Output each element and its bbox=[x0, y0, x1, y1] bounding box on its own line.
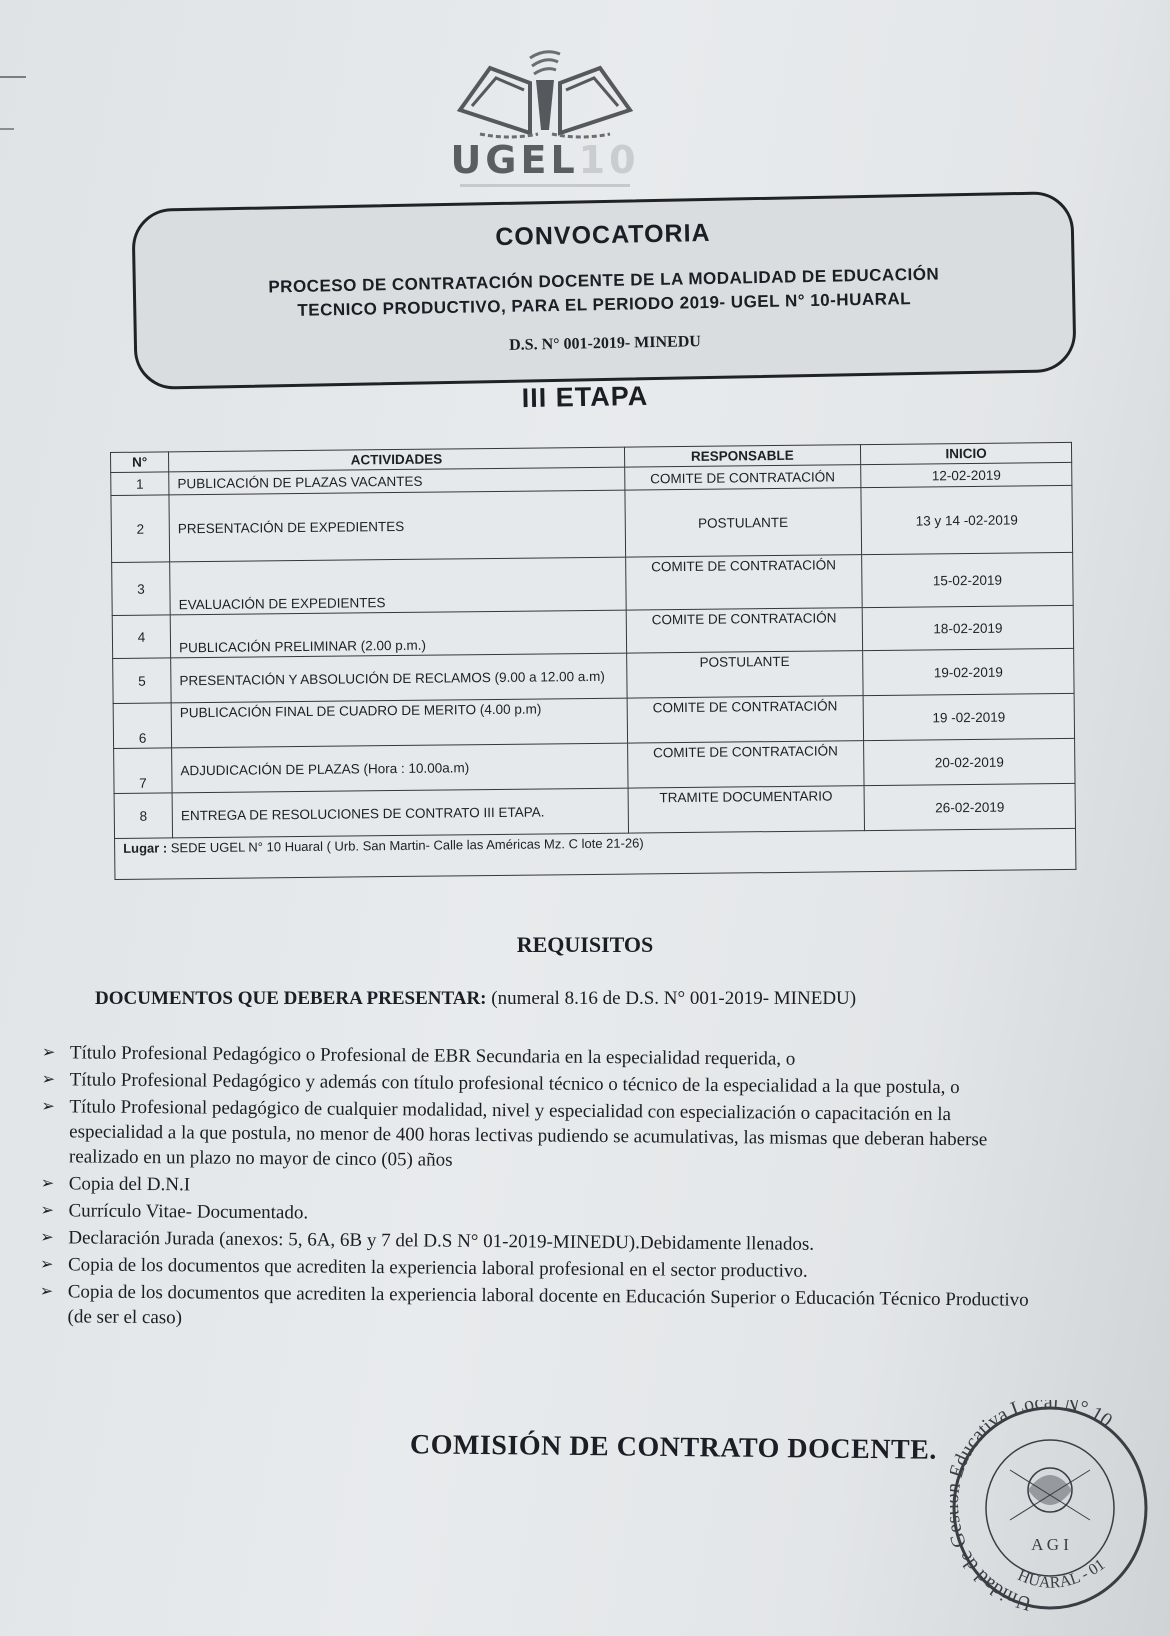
cell-num: 2 bbox=[111, 495, 170, 563]
header-num: N° bbox=[111, 452, 169, 473]
arrow-bullet-icon: ➢ bbox=[41, 1071, 56, 1089]
logo-underline bbox=[460, 184, 630, 187]
arrow-bullet-icon: ➢ bbox=[39, 1256, 54, 1274]
official-seal bbox=[950, 1400, 1150, 1620]
ugel-logo bbox=[450, 38, 640, 188]
cell-responsible: COMITE DE CONTRATACIÓN bbox=[626, 608, 863, 653]
list-item bbox=[27, 1279, 1037, 1338]
arrow-bullet-icon: ➢ bbox=[41, 1044, 56, 1062]
cell-activity: PUBLICACIÓN FINAL DE CUADRO DE MERITO (4.00 p.m) bbox=[171, 698, 627, 748]
cell-num: 8 bbox=[114, 793, 173, 839]
seal-ring-text: Unidad de ducativa Local N° 10 bbox=[950, 1400, 1117, 1615]
location-row bbox=[115, 828, 1076, 879]
cell-num: 5 bbox=[113, 658, 172, 704]
list-item-text: Currículo Vitae- Documentado. bbox=[68, 1200, 309, 1224]
cell-responsible: TRAMITE DOCUMENTARIO bbox=[628, 786, 865, 833]
cell-responsible: POSTULANTE bbox=[625, 488, 862, 557]
seal-stamp-icon bbox=[950, 1400, 1150, 1620]
list-item-text: Copia del D.N.I bbox=[68, 1173, 191, 1196]
seal-center-letters: A G I bbox=[1031, 1535, 1069, 1554]
cell-responsible: COMITE DE CONTRATACIÓN bbox=[627, 696, 864, 743]
arrow-bullet-icon: ➢ bbox=[40, 1229, 54, 1247]
documents-heading bbox=[95, 988, 856, 1010]
cell-num: 7 bbox=[114, 748, 173, 794]
cell-num: 6 bbox=[113, 703, 172, 749]
margin-mark bbox=[0, 128, 14, 130]
cell-start: 12-02-2019 bbox=[861, 462, 1072, 487]
cell-responsible: POSTULANTE bbox=[626, 651, 863, 698]
list-item bbox=[29, 1094, 1040, 1178]
logo-text-main: UGEL bbox=[450, 138, 579, 182]
logo-text-number: 10 bbox=[578, 138, 640, 182]
list-item-text: Copia de los documentos que acrediten la experiencia laboral docente en Educación Superior o Educación Técnico Productivo (de ser el caso) bbox=[67, 1281, 1029, 1329]
cell-activity: EVALUACIÓN DE EXPEDIENTES bbox=[170, 557, 626, 615]
cell-activity: PUBLICACIÓN DE PLAZAS VACANTES bbox=[169, 467, 625, 495]
header-responsible: RESPONSABLE bbox=[624, 445, 861, 467]
location-text: SEDE UGEL N° 10 Huaral ( Urb. San Martin- Calle las Américas Mz. C lote 21-26) bbox=[170, 835, 644, 856]
list-item-text: Declaración Jurada (anexos: 5, 6A, 6B y 7 del D.S N° 01-2019-MINEDU).Debidamente llenados. bbox=[68, 1227, 815, 1255]
cell-responsible: COMITE DE CONTRATACIÓN bbox=[625, 555, 862, 610]
cell-start: 13 y 14 -02-2019 bbox=[861, 485, 1073, 554]
stage-heading: III ETAPA bbox=[521, 380, 649, 414]
header-subtitle-line1: PROCESO DE CONTRATACIÓN DOCENTE DE LA MODALIDAD DE EDUCACIÓN bbox=[268, 264, 940, 297]
cell-start: 19 -02-2019 bbox=[863, 693, 1074, 740]
cell-responsible: COMITE DE CONTRATACIÓN bbox=[624, 465, 861, 490]
location-label: Lugar : bbox=[123, 840, 168, 856]
cell-activity: PRESENTACIÓN Y ABSOLUCIÓN DE RECLAMOS (9.00 a 12.00 a.m) bbox=[171, 653, 627, 703]
cell-start: 20-02-2019 bbox=[864, 738, 1075, 785]
cell-responsible: COMITE DE CONTRATACIÓN bbox=[627, 741, 864, 788]
header-box bbox=[131, 191, 1076, 390]
book-torch-icon bbox=[450, 38, 640, 148]
list-item-text: Título Profesional Pedagógico o Profesional de EBR Secundaria en la especialidad requerida, o bbox=[69, 1042, 796, 1070]
cell-num: 3 bbox=[112, 562, 171, 616]
cell-activity: PRESENTACIÓN DE EXPEDIENTES bbox=[169, 490, 625, 562]
margin-mark bbox=[0, 76, 26, 78]
arrow-bullet-icon: ➢ bbox=[39, 1283, 54, 1301]
header-activity: ACTIVIDADES bbox=[169, 447, 625, 472]
list-item-text: Copia de los documentos que acrediten la experiencia laboral profesional en el sector productivo. bbox=[67, 1254, 808, 1282]
seal-bottom-text: HUARAL - 01 bbox=[1015, 1556, 1109, 1592]
cell-num: 1 bbox=[111, 472, 169, 496]
documents-reference: (numeral 8.16 de D.S. N° 001-2019- MINEDU) bbox=[491, 988, 857, 1009]
list-item-text: Título Profesional pedagógico de cualquier modalidad, nivel y especialidad con especialización o capacitación en la especialidad a la que postula, no menor de 400 horas lectivas pudiendo se acumulativas, las mismas que deberan haberse realizado en un plazo no mayor de cinco (05) años bbox=[68, 1096, 988, 1171]
logo-wordmark bbox=[450, 138, 640, 182]
location-cell bbox=[115, 828, 1076, 879]
cell-activity: PUBLICACIÓN PRELIMINAR (2.00 p.m.) bbox=[170, 610, 626, 658]
schedule-table bbox=[110, 442, 1076, 880]
cell-start: 18-02-2019 bbox=[862, 605, 1073, 650]
cell-num: 4 bbox=[112, 615, 171, 659]
arrow-bullet-icon: ➢ bbox=[40, 1202, 54, 1220]
table-row bbox=[111, 485, 1073, 562]
arrow-bullet-icon: ➢ bbox=[41, 1098, 55, 1116]
page-title: CONVOCATORIA bbox=[495, 218, 711, 252]
arrow-bullet-icon: ➢ bbox=[40, 1175, 55, 1193]
signature-committee: COMISIÓN DE CONTRATO DOCENTE. bbox=[409, 1429, 938, 1466]
cell-start: 15-02-2019 bbox=[862, 552, 1074, 607]
list-item-text: Título Profesional Pedagógico y además con título profesional técnico o técnico de la especialidad a la que postula, o bbox=[69, 1069, 960, 1099]
header-start: INICIO bbox=[860, 442, 1071, 464]
header-subtitle-line2: TECNICO PRODUCTIVO, PARA EL PERIODO 2019- UGEL N° 10-HUARAL bbox=[297, 289, 912, 320]
cell-start: 26-02-2019 bbox=[864, 783, 1075, 830]
schedule-table-wrapper bbox=[110, 442, 1076, 880]
cell-activity: ADJUDICACIÓN DE PLAZAS (Hora : 10.00a.m) bbox=[172, 743, 628, 793]
requirements-list bbox=[27, 1040, 1040, 1340]
documents-label: DOCUMENTOS QUE DEBERA PRESENTAR: bbox=[95, 988, 487, 1009]
cell-start: 19-02-2019 bbox=[863, 648, 1074, 695]
decree-reference: D.S. N° 001-2019- MINEDU bbox=[508, 333, 702, 354]
cell-activity: ENTREGA DE RESOLUCIONES DE CONTRATO III ETAPA. bbox=[172, 788, 628, 838]
requirements-title: REQUISITOS bbox=[516, 932, 654, 957]
